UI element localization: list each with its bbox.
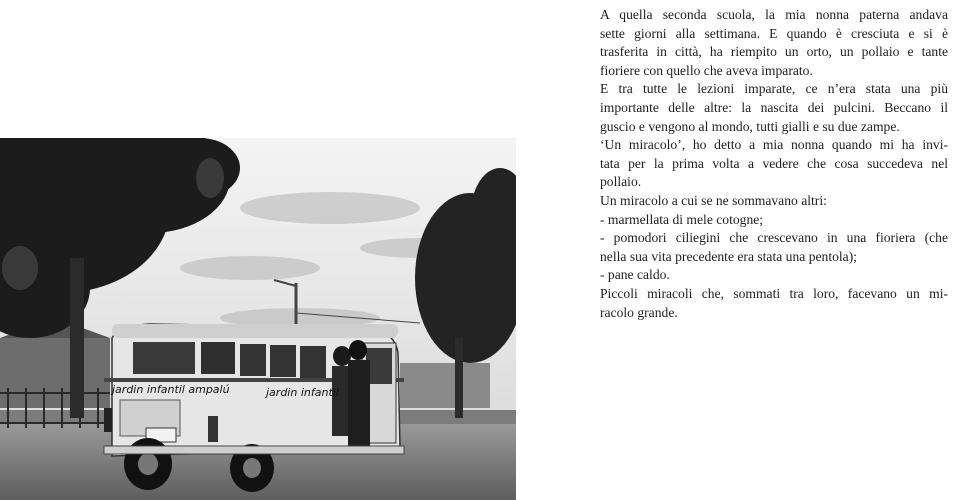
- text-line: importante delle altre: la nascita dei pulcini. Beccano il: [600, 99, 948, 115]
- bus-sign-side: jardin infantil ampalú: [112, 383, 230, 396]
- text-line: A quella seconda scuola, la mia nonna paterna andava: [600, 7, 948, 22]
- text-line: Piccoli miracoli che, sommati tra loro, facevano un mi-: [600, 285, 948, 301]
- text-line: Un miracolo a cui se ne sommavano altri:: [600, 192, 827, 208]
- text-line: fioriere con quello che aveva imparato.: [600, 62, 813, 78]
- text-line: racolo grande.: [600, 304, 678, 320]
- text-line: - pomodori ciliegini che crescevano in una fioriera (che: [600, 230, 948, 246]
- bus-photo: [0, 138, 516, 500]
- text-line: pollaio.: [600, 174, 642, 190]
- text-line: ‘Un miracolo’, ho detto a mia nonna quando mi ha invi-: [600, 137, 948, 153]
- text-line: nella sua vita precedente era stata una pentola);: [600, 248, 858, 264]
- text-line: trasferita in città, ha riempito un orto, un pollaio e tante: [600, 44, 948, 60]
- text-line: - marmellata di mele cotogne;: [600, 211, 764, 227]
- text-line: sette giorni alla settimana. E quando è cresciuta e si è: [600, 25, 948, 41]
- text-line: - pane caldo.: [600, 267, 670, 283]
- text-line: tata per la prima volta a vedere che cosa succedeva nel: [600, 155, 948, 171]
- bus-sign-door: jardin infantil: [266, 386, 339, 399]
- text-line: E tra tutte le lezioni imparate, ce n’era stata una più: [600, 81, 948, 97]
- text-line: guscio e vengono al mondo, tutti gialli e su due zampe.: [600, 118, 900, 134]
- body-text: [600, 6, 948, 322]
